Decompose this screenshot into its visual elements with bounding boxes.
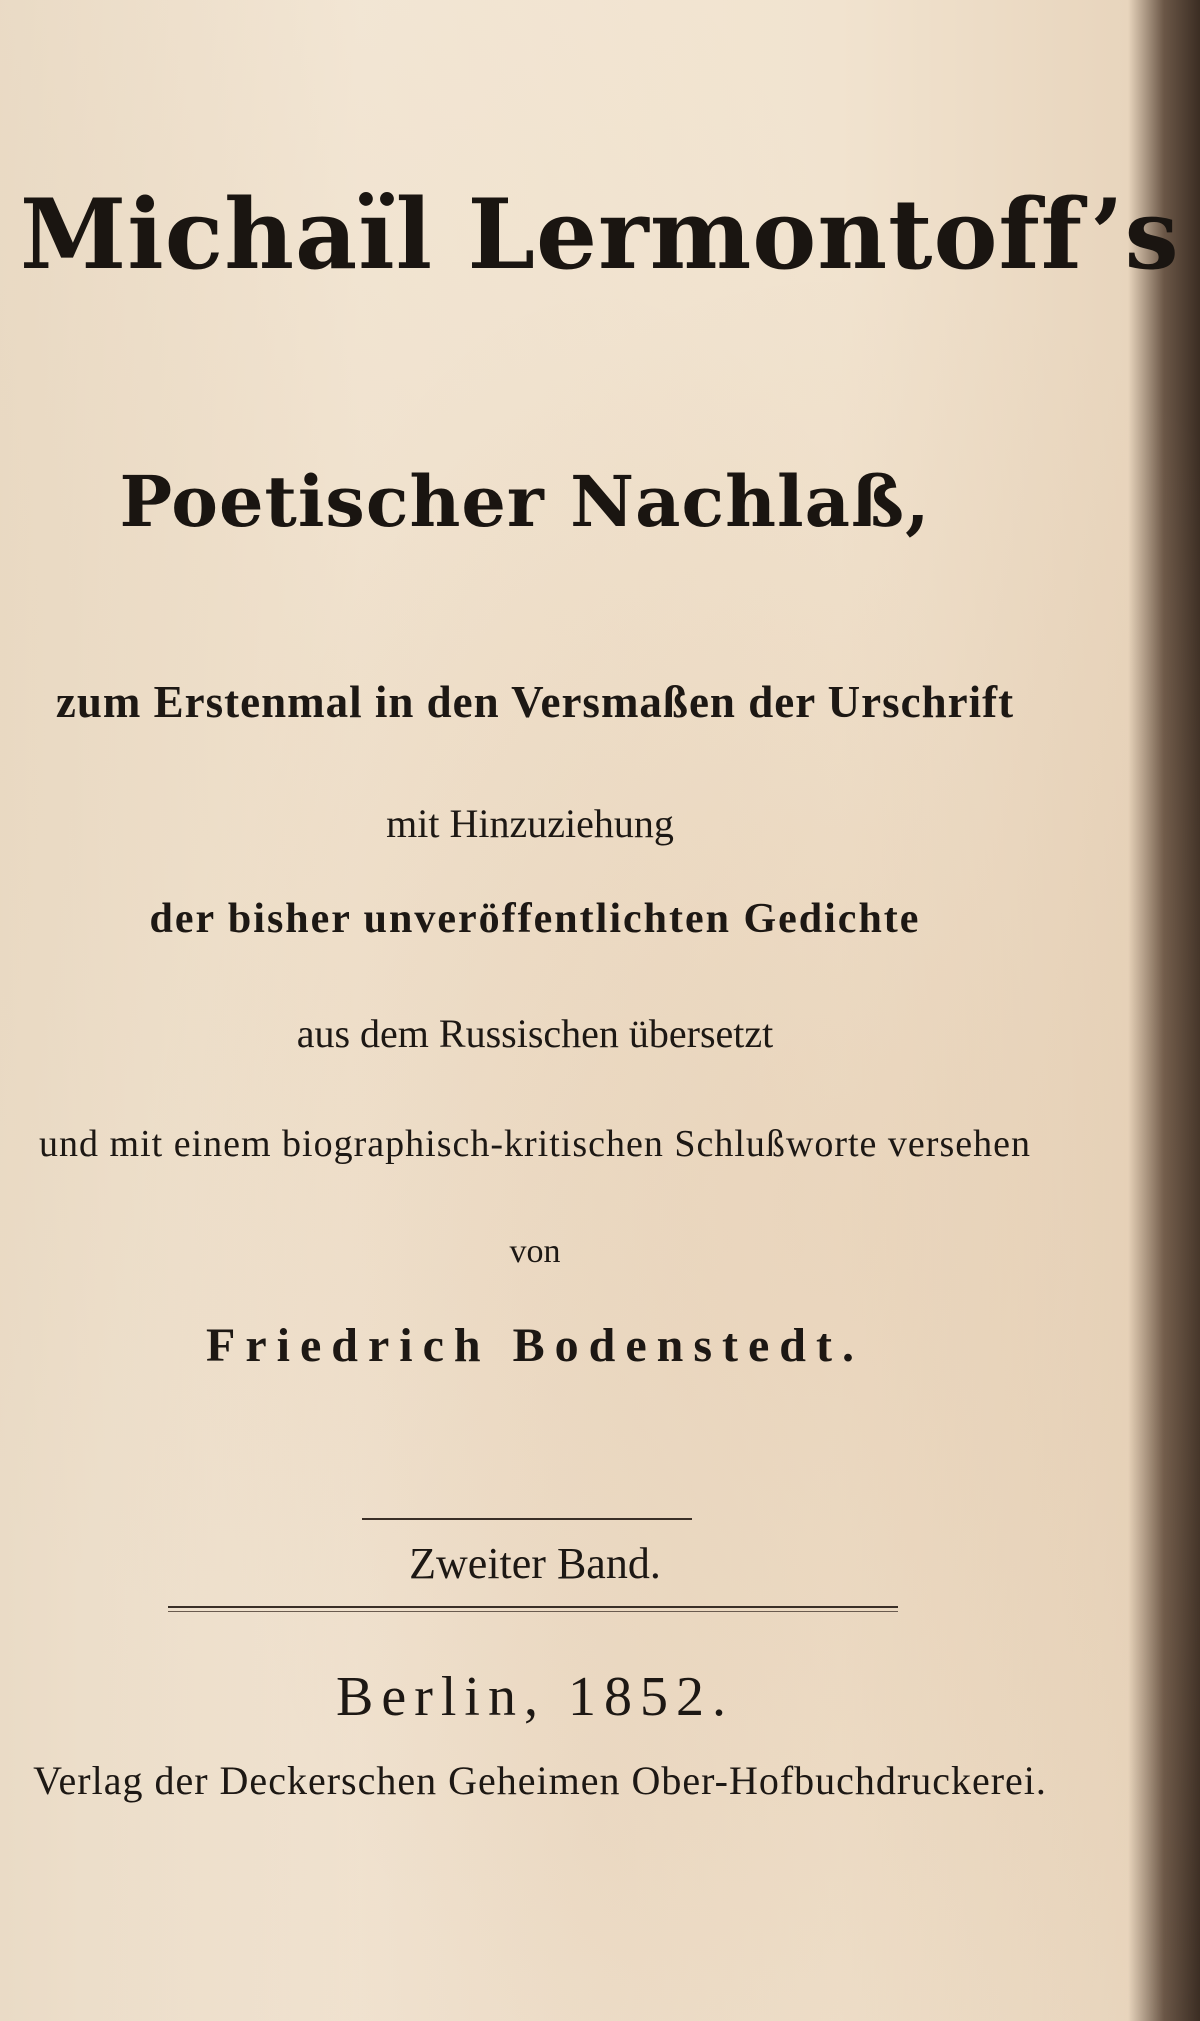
work-title: Poetischer Nachlaß, xyxy=(119,460,931,543)
subtitle-line-2: mit Hinzuziehung xyxy=(386,801,674,846)
volume-rule-top xyxy=(362,1518,692,1520)
subtitle-line-1: zum Erstenmal in den Versmaßen der Urschrift xyxy=(55,677,1015,727)
author-title: Michaïl Lermontoff’s xyxy=(20,178,1180,291)
volume-rule-bottom xyxy=(168,1606,898,1612)
volume-label: Zweiter Band. xyxy=(409,1539,661,1588)
subtitle-line-5: und mit einem biographisch-kritischen Schlußworte versehen xyxy=(39,1123,1031,1165)
by-word: von xyxy=(509,1233,561,1270)
subtitle-line-3: der bisher unveröffentlichten Gedichte xyxy=(149,896,921,942)
publisher: Verlag der Deckerschen Geheimen Ober-Hofbuchdruckerei. xyxy=(33,1758,1047,1803)
subtitle-line-4: aus dem Russischen übersetzt xyxy=(296,1011,774,1056)
place-year: Berlin, 1852. xyxy=(336,1666,734,1728)
translator-name: Friedrich Bodenstedt. xyxy=(206,1319,864,1372)
